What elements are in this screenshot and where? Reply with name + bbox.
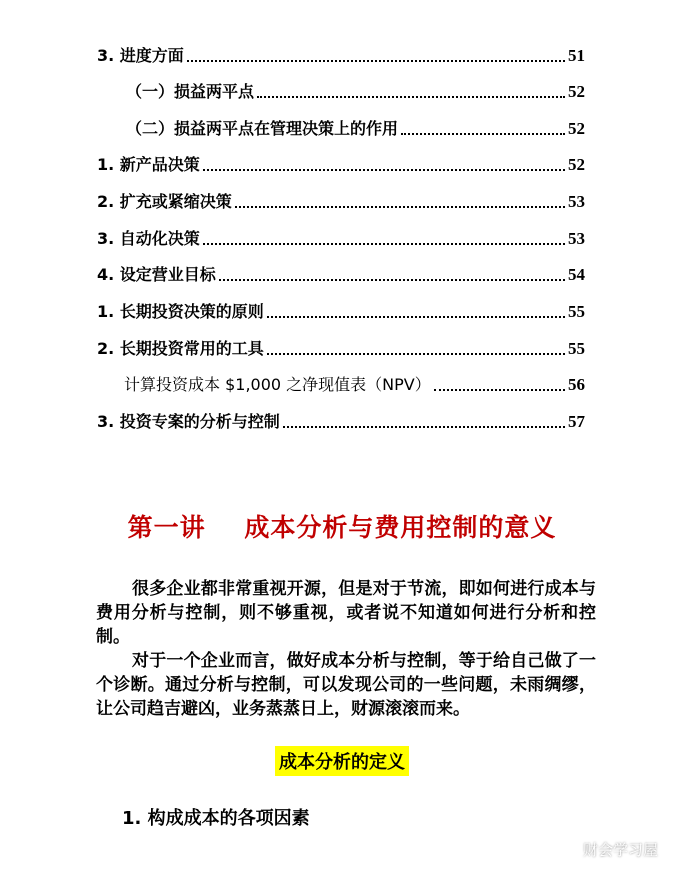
body-paragraph: 很多企业都非常重视开源，但是对于节流，即如何进行成本与费用分析与控制，则不够重视，或者说不知道如何进行分析和控制。: [96, 579, 596, 647]
toc-entry-page: 52: [568, 82, 585, 101]
toc-entry-page: 53: [568, 192, 585, 211]
toc-entry-title: 3. 自动化决策: [97, 229, 200, 248]
watermark-text: 财会学习屋: [582, 840, 658, 859]
toc-leader-dots: [203, 169, 565, 171]
toc-entry[interactable]: [124, 369, 585, 395]
watermark: [551, 838, 658, 860]
toc-entry-title: （二）损益两平点在管理决策上的作用: [126, 119, 399, 138]
toc-leader-dots: [203, 243, 565, 245]
toc-entry[interactable]: [97, 149, 585, 175]
body-paragraph: 对于一个企业而言，做好成本分析与控制，等于给自己做了一个诊断。通过分析与控制，可以发现公司的一些问题，未雨绸缪，让公司趋吉避凶，业务蒸蒸日上，财源滚滚而来。: [96, 651, 596, 719]
toc-entry-page: 55: [568, 302, 585, 321]
toc-entry[interactable]: [97, 40, 585, 66]
toc-entry[interactable]: [97, 186, 585, 212]
toc-entry-title: 1. 长期投资决策的原则: [97, 302, 264, 321]
toc-leader-dots: [267, 316, 565, 318]
toc-entry[interactable]: [97, 333, 585, 359]
toc-entry-title: 3. 投资专案的分析与控制: [97, 412, 280, 431]
toc-entry-title: 3. 进度方面: [97, 46, 184, 65]
toc-entry-page: 51: [568, 46, 585, 65]
toc-entry[interactable]: [97, 259, 585, 285]
toc-leader-dots: [434, 389, 565, 391]
toc-entry[interactable]: [97, 296, 585, 322]
toc-entry-page: 57: [568, 412, 585, 431]
toc-leader-dots: [257, 96, 565, 98]
toc-entry[interactable]: [126, 113, 585, 139]
section-heading: [0, 746, 684, 776]
toc-entry-title: 1. 新产品决策: [97, 155, 200, 174]
toc-leader-dots: [267, 353, 565, 355]
toc-entry-title: 2. 扩充或紧缩决策: [97, 192, 232, 211]
toc-entry-page: 53: [568, 229, 585, 248]
toc-entry-title: 计算投资成本 $1,000 之净现值表（NPV）: [124, 375, 431, 394]
toc-entry[interactable]: [126, 76, 585, 102]
toc-leader-dots: [219, 279, 565, 281]
toc-leader-dots: [235, 206, 565, 208]
toc-entry-page: 56: [568, 375, 585, 394]
toc-entry[interactable]: [97, 223, 585, 249]
lecture-title: 第一讲 成本分析与费用控制的意义: [127, 513, 557, 542]
subheading: 1. 构成成本的各项因素: [122, 808, 310, 829]
toc-entry-page: 52: [568, 155, 585, 174]
toc-entry[interactable]: [97, 406, 585, 432]
toc-entry-title: 2. 长期投资常用的工具: [97, 339, 264, 358]
toc-entry-page: 55: [568, 339, 585, 358]
toc-leader-dots: [283, 426, 565, 428]
toc-leader-dots: [187, 60, 565, 62]
toc-entry-page: 52: [568, 119, 585, 138]
toc-entry-page: 54: [568, 265, 585, 284]
definition-heading: 成本分析的定义: [275, 746, 409, 776]
wechat-icon: [551, 838, 577, 860]
toc-entry-title: 4. 设定营业目标: [97, 265, 216, 284]
toc-leader-dots: [401, 133, 565, 135]
toc-entry-title: （一）损益两平点: [126, 82, 255, 101]
